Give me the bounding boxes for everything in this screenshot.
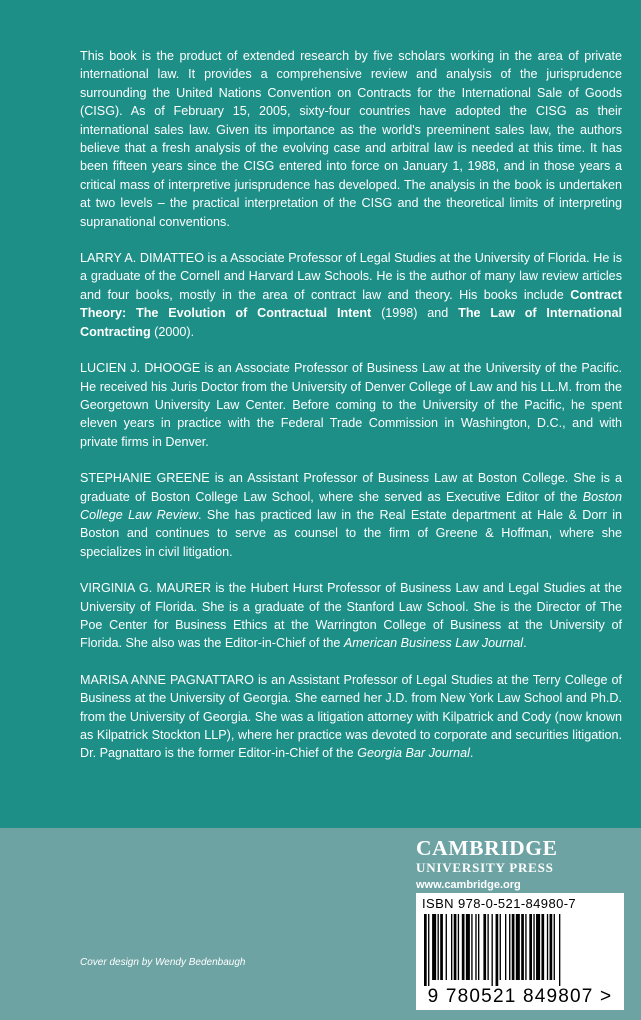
journal-title: American Business Law Journal [343, 636, 524, 651]
barcode-bar [440, 914, 443, 980]
barcode-bar [516, 914, 520, 980]
author-bio-dimatteo [80, 249, 622, 341]
bio-text: . She has practiced law in the Real Estate department at Hale & Dorr in Boston and continues to serve as counsel to the firm of Greene & Hoffman, where she specializes in civil litigation. [80, 507, 623, 559]
barcode-bar [478, 914, 479, 980]
isbn-label: ISBN 978-0-521-84980-7 [422, 896, 577, 911]
barcode-bar [547, 914, 548, 980]
barcode-bar [559, 914, 560, 986]
book-title: Contract Theory: The Evolution of Contractual Intent [80, 287, 622, 321]
barcode-bar [432, 914, 436, 980]
publisher-subname: UNIVERSITY PRESS [416, 860, 554, 875]
blurb-text [80, 47, 622, 781]
description-paragraph: This book is the product of extended research by five scholars working in the area of private international law. It provides a comprehensive review and analysis of the jurisprudence surrounding the United Nations Convention on Contracts for the International Sale of Goods (CISG). As of February 15, 2005, sixty-four countries have adopted the CISG as their international sales law. Given its importance as the world's preeminent sales law, the authors believe that a fresh analysis of the evolving case and arbitral law is needed at this time. It has been fifteen years since the CISG entered into force on January 1, 1988, and in those years a critical mass of interpretive jurisprudence has developed. The analysis in the book is undertaken at two levels – the practical interpretation of the CISG and the theoretical limits of interpreting supranational conventions. [80, 49, 622, 229]
barcode-bar [550, 914, 553, 980]
bio-text: (1998) and [371, 306, 459, 321]
author-bio-maurer [80, 579, 622, 653]
barcode-bar [424, 914, 427, 986]
barcode-bar [521, 914, 524, 980]
barcode-bar [466, 914, 470, 980]
bio-text: . [469, 746, 474, 761]
barcode-bar [533, 914, 534, 980]
cover-credit: Cover design by Wendy Bedenbaugh [80, 957, 246, 968]
barcode-icon [424, 914, 616, 986]
bio-text: MARISA ANNE PAGNATTARO is an Assistant Professor of Legal Studies at the Terry College of Business at the University of Georgia. She earned her J.D. from New York Law School and Ph.D. from the University of Georgia. She was a litigation attorney with Kilpatrick and Cody (now known as Kilpatrick Stockton LLP), where her practice was devoted to corporate and securities litigation. Dr. Pagnattaro is the former Editor-in-Chief of the [80, 672, 622, 761]
barcode-bar [454, 914, 457, 980]
bio-text: LARRY A. DIMATTEO is a Associate Professor of Legal Studies at the University of Florida. He is a graduate of the Cornell and Harvard Law Schools. He is the author of many law review articles and four books, mostly in the area of contract law and theory. His books include [80, 251, 622, 302]
barcode-bar [458, 914, 459, 980]
barcode-bar [512, 914, 515, 980]
barcode-box [416, 893, 624, 1010]
barcode-bar [483, 914, 486, 980]
barcode-bar [536, 914, 540, 980]
barcode-bar [496, 914, 499, 986]
barcode-bar [451, 914, 452, 980]
journal-title: Georgia Bar Journal [357, 746, 470, 761]
barcode-bar [475, 914, 476, 980]
author-bio-dhooge: LUCIEN J. DHOOGE is an Associate Professor of Business Law at the University of the Pacific. He received his Juris Doctor from the University of Denver College of Law and his LL.M. from the Georgetown University Law Center. Before coming to the University of the Pacific, he spent eleven years in practice with the Federal Trade Commission in Washington, D.C., and with private firms in Denver. [80, 361, 622, 449]
barcode-bar [525, 914, 526, 980]
barcode-bar [428, 914, 429, 986]
author-bio-pagnattaro [80, 671, 622, 763]
barcode-bar [500, 914, 501, 980]
barcode-bar [446, 914, 447, 980]
journal-title: Boston College Law Review [80, 489, 622, 522]
barcode-bar [492, 914, 493, 986]
barcode-bar [471, 914, 472, 980]
barcode-bar [554, 914, 555, 980]
barcode-bar [505, 914, 506, 980]
barcode-bar [509, 914, 510, 980]
publisher-logo [416, 836, 626, 892]
publisher-url: www.cambridge.org [416, 879, 521, 891]
publisher-name: CAMBRIDGE [416, 836, 558, 860]
barcode-bar [541, 914, 544, 980]
author-bio-greene [80, 469, 622, 561]
bio-text: STEPHANIE GREENE is an Assistant Professor of Business Law at Boston College. She is a graduate of Boston College Law School, where she served as Executive Editor of the [80, 471, 622, 504]
barcode-bar [438, 914, 439, 980]
barcode-bar [529, 914, 532, 980]
bio-text: . [523, 636, 527, 651]
book-title: The Law of International Contracting [80, 306, 622, 339]
barcode-digits: 9 780521 849807 > [427, 986, 613, 1007]
barcode-bar [487, 914, 488, 980]
bio-text: VIRGINIA G. MAURER is the Hubert Hurst Professor of Business Law and Legal Studies at the University of Florida. She is a graduate of the Stanford Law School. She is the Director of The Poe Center for Business Ethics at the Warrington College of Business at the University of Florida. She also was the Editor-in-Chief of the [80, 581, 622, 651]
barcode-bar [462, 914, 465, 980]
bio-text: (2000). [150, 324, 195, 339]
